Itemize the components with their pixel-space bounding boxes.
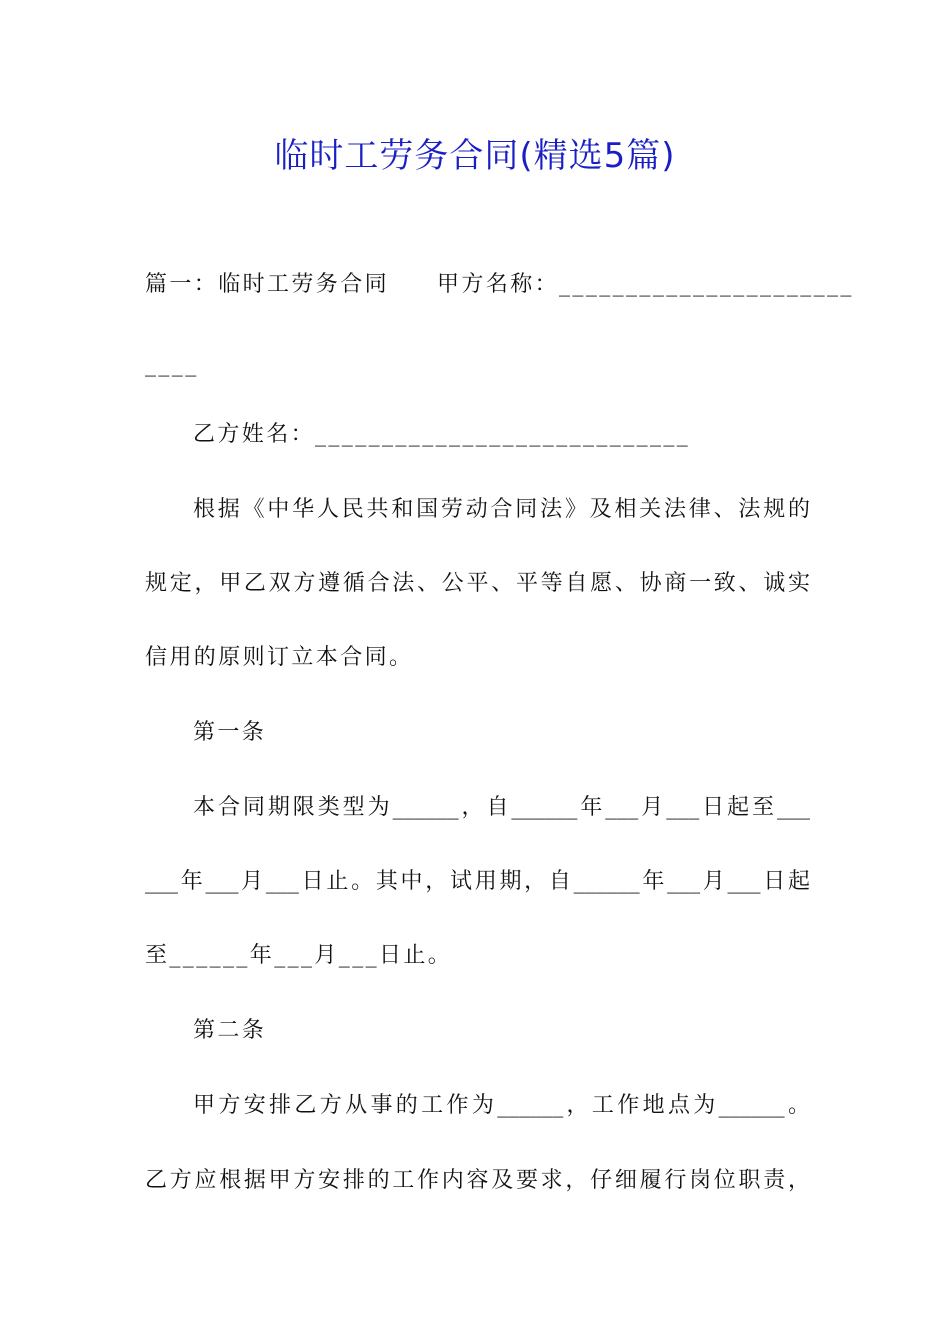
paragraph-line: 至______年___月___日止。: [145, 943, 453, 968]
text-line: ____: [145, 352, 199, 377]
party-a-name-field: 甲方名称：______________________: [437, 272, 854, 297]
paragraph-line: 本合同期限类型为______，自______年___月___日起至___: [193, 795, 810, 820]
paragraph-line: 乙方应根据甲方安排的工作内容及要求，仔细履行岗位职责，: [145, 1168, 810, 1193]
paragraph-line: 规定，甲乙双方遵循合法、公平、平等自愿、协商一致、诚实: [145, 571, 810, 596]
party-b-name-field: 乙方姓名：____________________________: [193, 422, 691, 447]
article-heading: 第一条: [193, 720, 267, 745]
section-heading: 篇一：临时工劳务合同: [145, 272, 390, 297]
article-heading: 第二条: [193, 1018, 267, 1043]
document-title: 临时工劳务合同(精选5篇): [274, 136, 676, 176]
first-line: [145, 270, 854, 300]
paragraph-line: 甲方安排乙方从事的工作为______，工作地点为______。: [193, 1093, 810, 1118]
paragraph-line: 根据《中华人民共和国劳动合同法》及相关法律、法规的: [193, 497, 810, 522]
paragraph-line: 信用的原则订立本合同。: [145, 645, 414, 670]
paragraph-line: ___年___月___日止。其中，试用期，自______年___月___日起: [145, 869, 810, 894]
